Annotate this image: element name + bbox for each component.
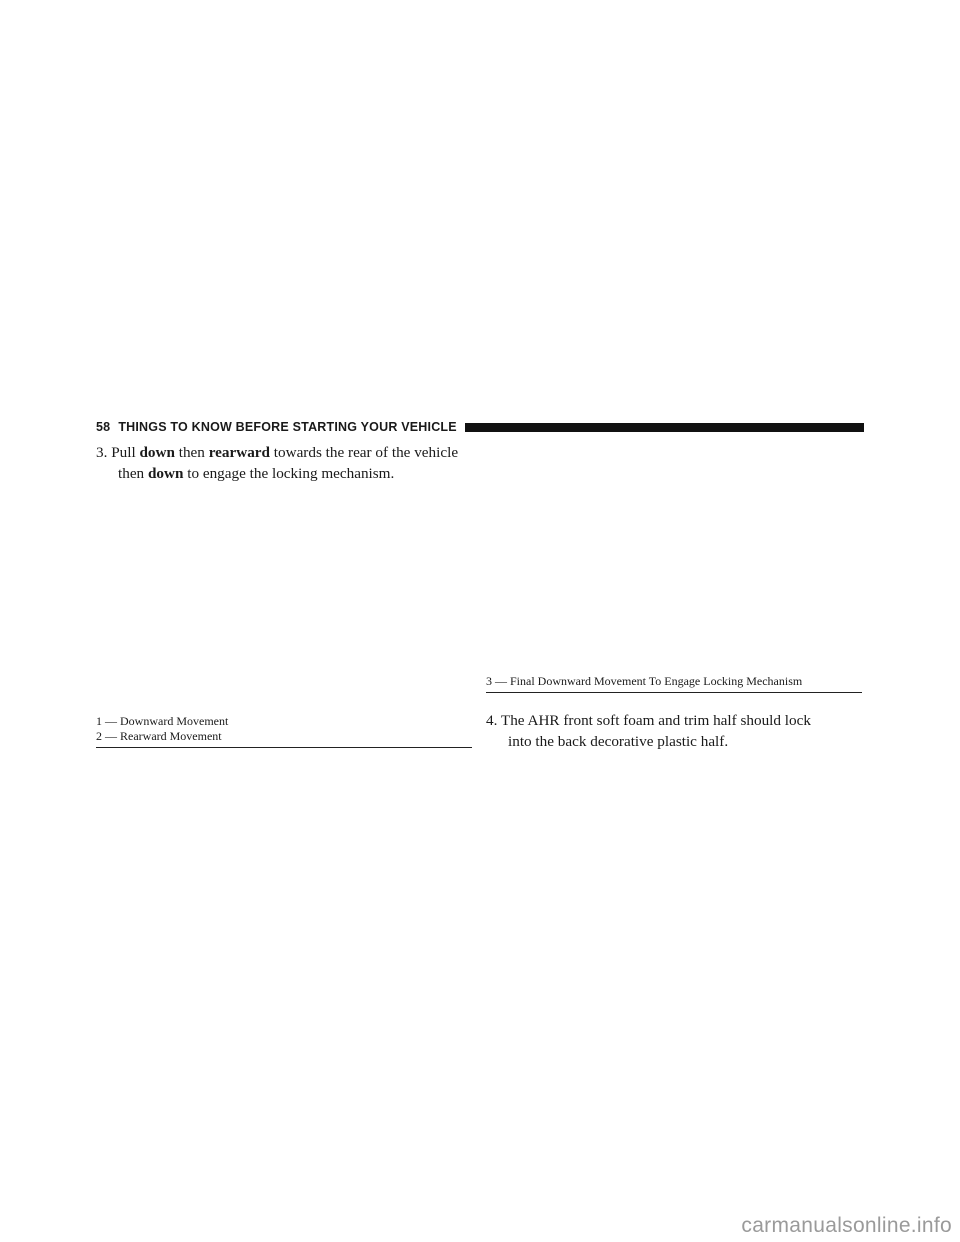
caption-line: 2 — Rearward Movement <box>96 729 222 743</box>
step-number: 4. <box>486 712 498 729</box>
step-4-text: 4. The AHR front soft foam and trim half should lock into the back decorative plastic half. <box>486 710 864 752</box>
step-4-line-2: into the back decorative plastic half. <box>508 733 729 750</box>
step-number: 3. <box>96 444 108 461</box>
section-title: THINGS TO KNOW BEFORE STARTING YOUR VEHICLE <box>118 420 457 434</box>
figure-caption-right <box>486 674 862 693</box>
step-3-text: 3. Pull down then rearward towards the rear of the vehicle then down to engage the locking mechanism. <box>96 442 474 484</box>
caption-line: 1 — Downward Movement <box>96 714 229 728</box>
figure-caption-left <box>96 714 472 748</box>
step-3-line-2: then down to engage the locking mechanism. <box>118 465 395 482</box>
watermark: carmanualsonline.info <box>741 1214 952 1237</box>
page-header <box>96 418 864 436</box>
header-rule <box>465 423 864 432</box>
caption-line: 3 — Final Downward Movement To Engage Locking Mechanism <box>486 674 803 688</box>
page-number: 58 <box>96 420 111 434</box>
